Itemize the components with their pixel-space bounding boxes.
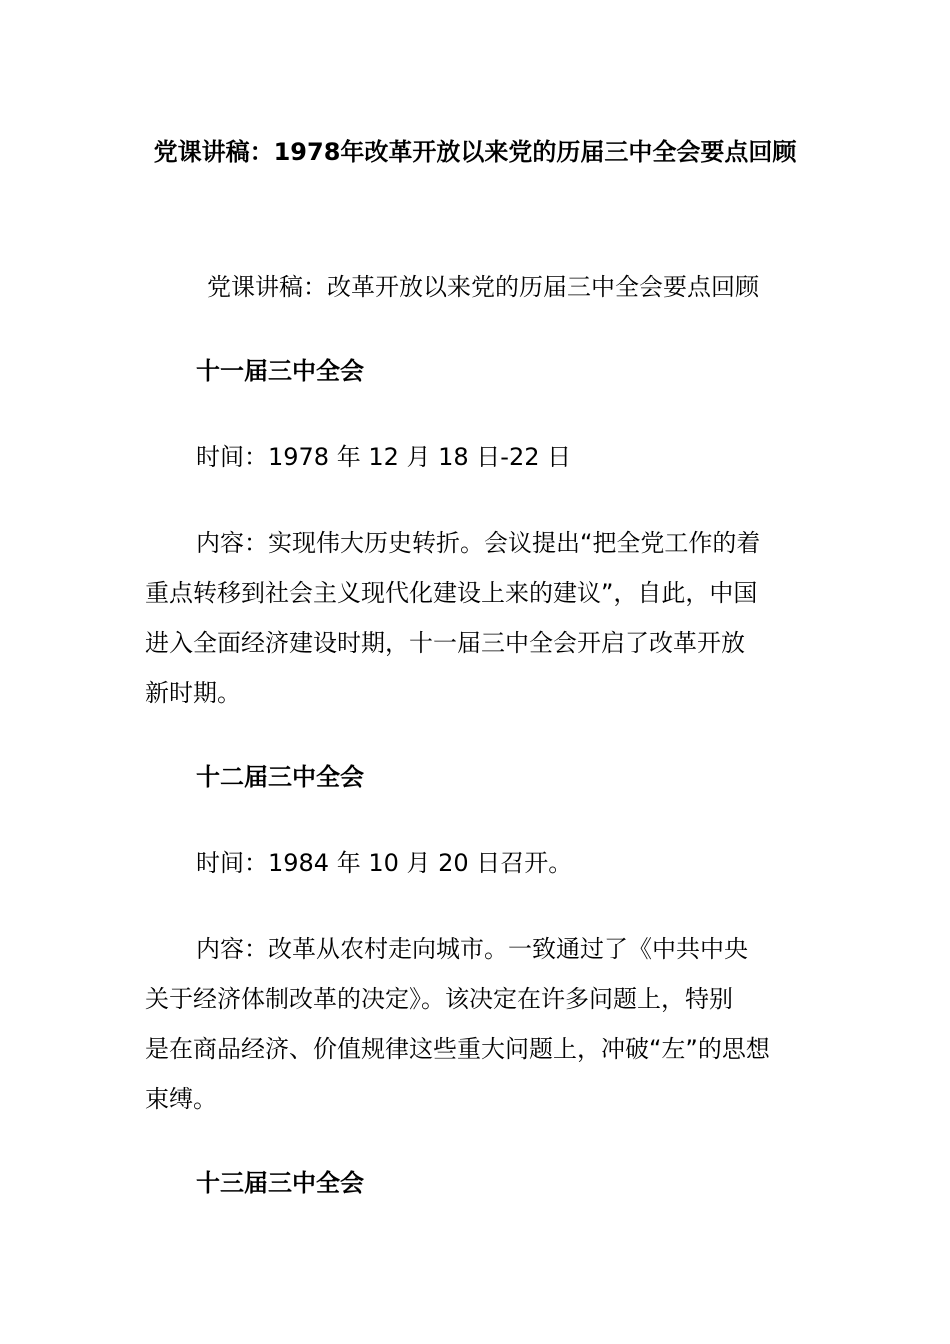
section-heading: 十一届三中全会 bbox=[196, 357, 364, 385]
content-line: 新时期。 bbox=[145, 679, 241, 707]
section-time: 时间：1978 年 12 月 18 日-22 日 bbox=[196, 443, 572, 471]
section-heading: 十二届三中全会 bbox=[196, 763, 364, 791]
section-heading: 十三届三中全会 bbox=[196, 1169, 364, 1197]
section-time: 时间：1984 年 10 月 20 日召开。 bbox=[196, 849, 573, 877]
content-line: 内容：实现伟大历史转折。会议提出“把全党工作的着 bbox=[196, 529, 761, 557]
content-line: 束缚。 bbox=[145, 1085, 217, 1113]
content-line: 内容：改革从农村走向城市。一致通过了《中共中央 bbox=[196, 935, 748, 963]
content-line: 是在商品经济、价值规律这些重大问题上，冲破“左”的思想 bbox=[145, 1035, 770, 1063]
document-subtitle: 党课讲稿：改革开放以来党的历届三中全会要点回顾 bbox=[207, 273, 759, 301]
content-line: 重点转移到社会主义现代化建设上来的建议”，自此，中国 bbox=[145, 579, 758, 607]
document-title: 党课讲稿：1978年改革开放以来党的历届三中全会要点回顾 bbox=[153, 138, 797, 166]
content-line: 进入全面经济建设时期，十一届三中全会开启了改革开放 bbox=[145, 629, 745, 657]
content-line: 关于经济体制改革的决定》。该决定在许多问题上，特别 bbox=[145, 985, 733, 1013]
